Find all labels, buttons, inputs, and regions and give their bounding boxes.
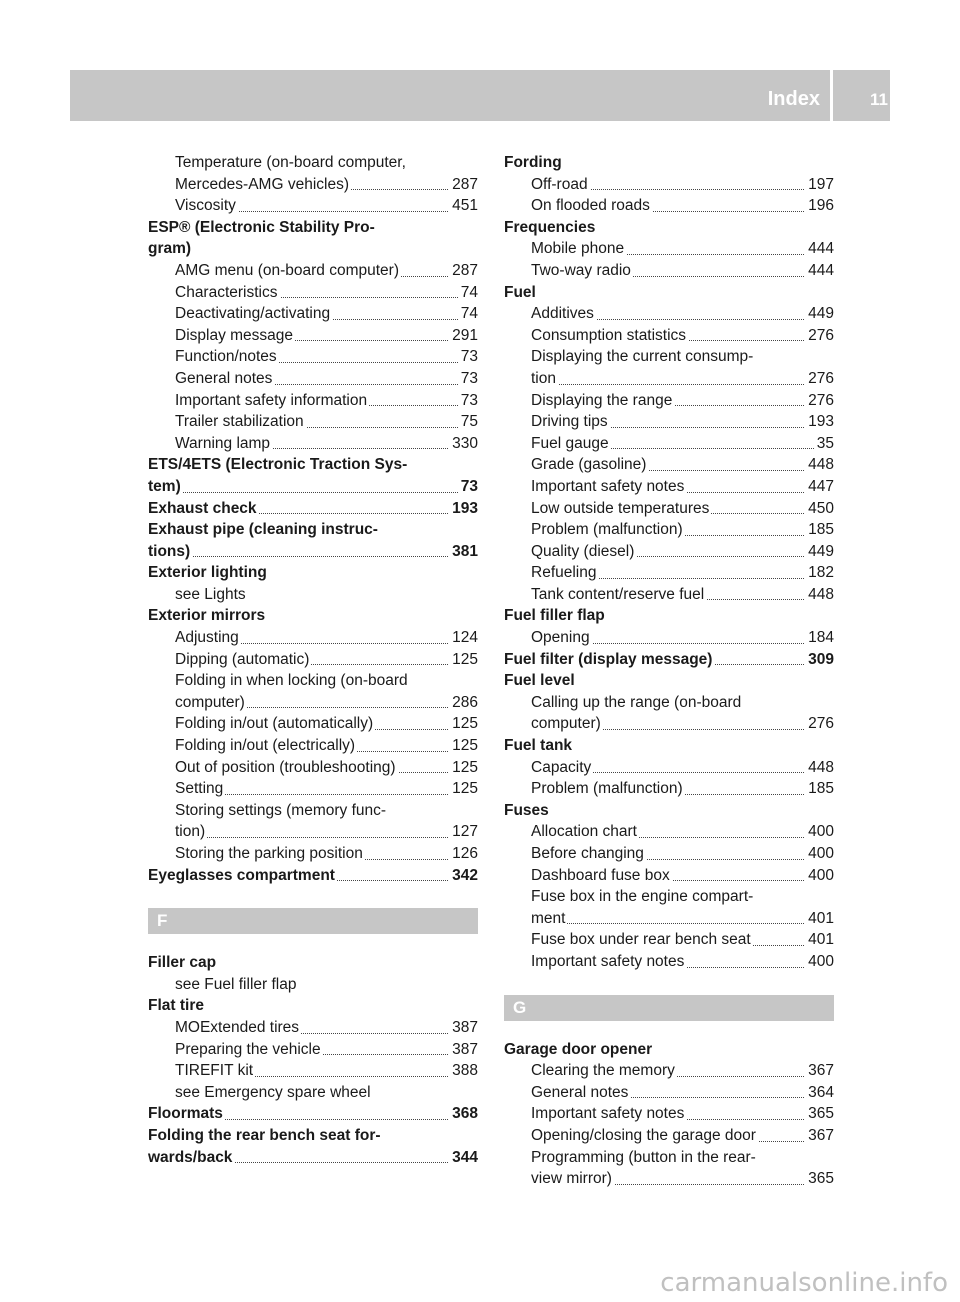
- index-subentry: [504, 757, 834, 779]
- index-subentry: [504, 843, 834, 865]
- entry-text: Displaying the current consump-: [531, 348, 754, 366]
- entry-page-number: 330: [449, 433, 478, 455]
- index-subentry: [504, 325, 834, 347]
- letter-section-header: [504, 995, 834, 1021]
- entry-text: Viscosity: [175, 197, 236, 215]
- index-subentry: [148, 757, 478, 779]
- entry-text: Out of position (troubleshooting): [175, 758, 396, 776]
- entry-text: Storing settings (memory func-: [175, 801, 387, 819]
- entry-text: tem): [148, 477, 181, 495]
- entry-text: Warning lamp: [175, 434, 271, 452]
- index-subentry: [148, 1039, 478, 1061]
- entry-page-number: 73: [458, 390, 478, 412]
- index-subentry: [504, 195, 834, 217]
- entry-text: Eyeglasses compartment: [148, 866, 335, 884]
- entry-text: tion): [175, 823, 206, 841]
- entry-text: Off-road: [531, 175, 588, 193]
- entry-text: Important safety notes: [531, 477, 685, 495]
- entry-text: Trailer stabilization: [175, 413, 304, 431]
- entry-page-number: 400: [805, 821, 834, 843]
- index-subentry: [504, 411, 834, 433]
- index-subentry: [148, 821, 478, 843]
- entry-page-number: 75: [458, 411, 478, 433]
- index-subentry: [504, 821, 834, 843]
- index-subentry: [148, 433, 478, 455]
- index-subentry: [148, 670, 478, 692]
- entry-page-number: 388: [449, 1060, 478, 1082]
- index-heading: [148, 476, 478, 498]
- index-subentry: [504, 390, 834, 412]
- entry-text: Fuel: [504, 283, 536, 301]
- entry-page-number: 35: [814, 433, 834, 455]
- entry-page-number: 276: [805, 390, 834, 412]
- entry-page-number: 309: [805, 649, 834, 671]
- entry-page-number: 184: [805, 627, 834, 649]
- index-subentry: [504, 1103, 834, 1125]
- entry-page-number: 196: [805, 195, 834, 217]
- entry-page-number: 365: [805, 1168, 834, 1190]
- index-subentry: [504, 519, 834, 541]
- index-subentry: [504, 692, 834, 714]
- index-heading: [148, 562, 478, 584]
- entry-text: MOExtended tires: [175, 1018, 300, 1036]
- entry-text: Folding the rear bench seat for-: [148, 1126, 381, 1144]
- entry-text: Fuses: [504, 801, 549, 819]
- index-subentry: [504, 1168, 834, 1190]
- entry-text: Exhaust check: [148, 499, 257, 517]
- index-subentry: [148, 735, 478, 757]
- entry-text: Programming (button in the rear-: [531, 1148, 756, 1166]
- entry-text: Exterior lighting: [148, 564, 267, 582]
- entry-page-number: 193: [805, 411, 834, 433]
- entry-text: Calling up the range (on-board: [531, 693, 742, 711]
- section-title: Index: [767, 88, 820, 110]
- index-subentry: [148, 627, 478, 649]
- entry-text: Clearing the memory: [531, 1062, 675, 1080]
- index-heading: [148, 865, 478, 887]
- index-subentry: [504, 562, 834, 584]
- entry-text: Allocation chart: [531, 823, 637, 841]
- entry-page-number: 365: [805, 1103, 834, 1125]
- entry-page-number: 74: [458, 303, 478, 325]
- entry-text: Driving tips: [531, 413, 608, 431]
- index-heading: [504, 649, 834, 671]
- entry-text: Folding in/out (automatically): [175, 715, 374, 733]
- entry-page-number: 276: [805, 368, 834, 390]
- entry-text: Fuel level: [504, 672, 575, 690]
- entry-text: tions): [148, 542, 191, 560]
- index-subentry: [148, 584, 478, 606]
- index-column-left: [148, 152, 478, 1168]
- entry-page-number: 401: [805, 908, 834, 930]
- entry-page-number: 447: [805, 476, 834, 498]
- index-subentry: [504, 541, 834, 563]
- entry-page-number: 364: [805, 1082, 834, 1104]
- entry-text: Important safety notes: [531, 952, 685, 970]
- index-subentry: [504, 929, 834, 951]
- entry-text: computer): [175, 693, 245, 711]
- letter-section-label: G: [513, 997, 527, 1017]
- entry-page-number: 344: [449, 1147, 478, 1169]
- entry-page-number: 401: [805, 929, 834, 951]
- index-subentry: [504, 303, 834, 325]
- entry-page-number: 400: [805, 843, 834, 865]
- entry-text: Filler cap: [148, 954, 217, 972]
- entry-text: Fuel filler flap: [504, 607, 605, 625]
- entry-text: Fuel tank: [504, 737, 573, 755]
- entry-page-number: 276: [805, 325, 834, 347]
- index-heading: [504, 152, 834, 174]
- index-subentry: [504, 627, 834, 649]
- entry-page-number: 185: [805, 778, 834, 800]
- entry-text: Exhaust pipe (cleaning instruc-: [148, 521, 378, 539]
- entry-page-number: 125: [449, 757, 478, 779]
- entry-text: On flooded roads: [531, 197, 650, 215]
- entry-text: Display message: [175, 326, 294, 344]
- entry-page-number: 381: [449, 541, 478, 563]
- entry-text: Fuel filter (display message): [504, 650, 713, 668]
- entry-page-number: 449: [805, 541, 834, 563]
- entry-text: ment: [531, 909, 566, 927]
- entry-text: Dipping (automatic): [175, 650, 310, 668]
- index-subentry: [148, 974, 478, 996]
- entry-page-number: 291: [449, 325, 478, 347]
- entry-text: Temperature (on-board computer,: [175, 154, 406, 171]
- entry-text: Adjusting: [175, 629, 239, 647]
- entry-text: computer): [531, 715, 601, 733]
- index-subentry: [148, 390, 478, 412]
- entry-text: Fuel gauge: [531, 434, 609, 452]
- index-heading: [148, 605, 478, 627]
- index-heading: [148, 1125, 478, 1147]
- entry-page-number: 387: [449, 1039, 478, 1061]
- entry-page-number: 73: [458, 346, 478, 368]
- index-subentry: [148, 800, 478, 822]
- index-subentry: [504, 346, 834, 368]
- entry-page-number: 444: [805, 238, 834, 260]
- index-subentry: [504, 454, 834, 476]
- entry-page-number: 448: [805, 584, 834, 606]
- entry-page-number: 368: [449, 1103, 478, 1125]
- entry-page-number: 400: [805, 951, 834, 973]
- index-subentry: [148, 692, 478, 714]
- entry-text: AMG menu (on-board computer): [175, 261, 399, 279]
- index-subentry: [504, 1060, 834, 1082]
- entry-text: General notes: [531, 1083, 629, 1101]
- entry-page-number: 125: [449, 713, 478, 735]
- entry-page-number: 400: [805, 865, 834, 887]
- index-subentry: [148, 713, 478, 735]
- entry-text: Important safety notes: [531, 1105, 685, 1123]
- entry-text: see Lights: [175, 585, 246, 603]
- entry-page-number: 74: [458, 282, 478, 304]
- entry-text: tion: [531, 369, 556, 387]
- index-subentry: [504, 886, 834, 908]
- letter-section-header: [148, 908, 478, 934]
- entry-page-number: 185: [805, 519, 834, 541]
- header-divider: [830, 70, 833, 121]
- letter-section-label: F: [157, 911, 168, 931]
- index-heading: [504, 605, 834, 627]
- index-heading: [504, 670, 834, 692]
- index-heading: [148, 1147, 478, 1169]
- entry-page-number: 182: [805, 562, 834, 584]
- index-subentry: [504, 951, 834, 973]
- entry-text: Fuse box in the engine compart-: [531, 888, 754, 906]
- entry-page-number: 449: [805, 303, 834, 325]
- entry-text: wards/back: [148, 1148, 233, 1166]
- entry-page-number: 276: [805, 713, 834, 735]
- entry-text: Low outside temperatures: [531, 499, 710, 517]
- index-subentry: [504, 174, 834, 196]
- entry-page-number: 444: [805, 260, 834, 282]
- entry-page-number: 73: [458, 368, 478, 390]
- index-subentry: [148, 325, 478, 347]
- entry-text: TIREFIT kit: [175, 1062, 254, 1080]
- entry-text: Characteristics: [175, 283, 278, 301]
- index-subentry: [504, 476, 834, 498]
- index-subentry: [504, 778, 834, 800]
- entry-text: Grade (gasoline): [531, 456, 647, 474]
- entry-text: Fording: [504, 154, 562, 171]
- entry-page-number: 193: [449, 498, 478, 520]
- index-column-right: [504, 152, 834, 1190]
- index-subentry: [148, 260, 478, 282]
- entry-text: Folding in/out (electrically): [175, 737, 356, 755]
- index-subentry: [504, 584, 834, 606]
- entry-page-number: 125: [449, 735, 478, 757]
- entry-page-number: 448: [805, 757, 834, 779]
- index-heading: [148, 1103, 478, 1125]
- index-heading: [504, 217, 834, 239]
- index-subentry: [148, 346, 478, 368]
- entry-text: Folding in when locking (on-board: [175, 672, 408, 690]
- entry-page-number: 124: [449, 627, 478, 649]
- entry-text: Two-way radio: [531, 261, 631, 279]
- entry-page-number: 286: [449, 692, 478, 714]
- index-subentry: [504, 1125, 834, 1147]
- entry-text: ESP® (Electronic Stability Pro-: [148, 218, 375, 236]
- index-subentry: [504, 498, 834, 520]
- entry-text: Capacity: [531, 758, 592, 776]
- index-subentry: [504, 908, 834, 930]
- entry-text: see Fuel filler flap: [175, 975, 297, 993]
- entry-text: gram): [148, 240, 192, 258]
- entry-page-number: 287: [449, 174, 478, 196]
- index-heading: [148, 519, 478, 541]
- entry-text: Tank content/reserve fuel: [531, 585, 705, 603]
- entry-page-number: 127: [449, 821, 478, 843]
- entry-page-number: 125: [449, 778, 478, 800]
- index-heading: [148, 952, 478, 974]
- entry-page-number: 73: [458, 476, 478, 498]
- entry-text: view mirror): [531, 1170, 612, 1188]
- entry-page-number: 451: [449, 195, 478, 217]
- entry-text: Deactivating/activating: [175, 305, 331, 323]
- entry-page-number: 287: [449, 260, 478, 282]
- entry-text: Opening/closing the garage door: [531, 1126, 756, 1144]
- index-subentry: [148, 1082, 478, 1104]
- index-subentry: [148, 368, 478, 390]
- entry-text: General notes: [175, 369, 273, 387]
- index-heading: [148, 541, 478, 563]
- entry-page-number: 342: [449, 865, 478, 887]
- entry-text: Function/notes: [175, 348, 277, 366]
- entry-page-number: 387: [449, 1017, 478, 1039]
- entry-text: Fuse box under rear bench seat: [531, 931, 751, 949]
- index-heading: [504, 282, 834, 304]
- entry-text: Opening: [531, 629, 590, 647]
- page-number: 11: [870, 90, 888, 109]
- index-subentry: [148, 303, 478, 325]
- entry-page-number: 450: [805, 498, 834, 520]
- entry-text: Storing the parking position: [175, 845, 363, 862]
- entry-page-number: 197: [805, 174, 834, 196]
- entry-text: Frequencies: [504, 218, 596, 236]
- entry-page-number: 448: [805, 454, 834, 476]
- entry-page-number: 126: [449, 843, 478, 865]
- watermark: carmanualsonline.info: [660, 1268, 948, 1298]
- entry-text: Exterior mirrors: [148, 607, 266, 625]
- entry-text: Consumption statistics: [531, 326, 687, 344]
- index-subentry: [504, 1082, 834, 1104]
- index-subentry: [148, 649, 478, 671]
- index-heading: [504, 1039, 834, 1061]
- index-subentry: [504, 368, 834, 390]
- index-subentry: [148, 1017, 478, 1039]
- entry-text: Problem (malfunction): [531, 780, 683, 798]
- index-subentry: [148, 843, 478, 865]
- index-subentry: [504, 433, 834, 455]
- entry-text: Displaying the range: [531, 391, 673, 409]
- index-subentry: [504, 865, 834, 887]
- entry-text: Garage door opener: [504, 1040, 653, 1058]
- entry-page-number: 367: [805, 1125, 834, 1147]
- entry-text: Dashboard fuse box: [531, 866, 670, 884]
- index-subentry: [148, 1060, 478, 1082]
- entry-page-number: 125: [449, 649, 478, 671]
- index-subentry: [504, 1147, 834, 1169]
- index-subentry: [148, 174, 478, 196]
- index-subentry: [504, 713, 834, 735]
- index-heading: [148, 498, 478, 520]
- index-heading: [148, 238, 478, 260]
- index-subentry: [148, 282, 478, 304]
- index-subentry: [148, 152, 478, 174]
- entry-text: Additives: [531, 305, 594, 323]
- entry-page-number: 367: [805, 1060, 834, 1082]
- entry-text: Quality (diesel): [531, 542, 635, 560]
- entry-text: Mobile phone: [531, 240, 625, 258]
- index-subentry: [148, 778, 478, 800]
- index-heading: [148, 454, 478, 476]
- index-heading: [148, 217, 478, 239]
- entry-text: Important safety information: [175, 391, 368, 409]
- entry-text: Problem (malfunction): [531, 521, 683, 539]
- index-subentry: [504, 260, 834, 282]
- entry-text: Mercedes-AMG vehicles): [175, 175, 349, 193]
- entry-text: Refueling: [531, 564, 597, 582]
- index-heading: [148, 995, 478, 1017]
- entry-text: ETS/4ETS (Electronic Traction Sys-: [148, 456, 408, 474]
- index-heading: [504, 800, 834, 822]
- index-subentry: [148, 195, 478, 217]
- entry-text: Setting: [175, 780, 224, 798]
- entry-text: Flat tire: [148, 997, 204, 1015]
- entry-text: Floormats: [148, 1105, 223, 1123]
- index-subentry: [148, 411, 478, 433]
- entry-text: see Emergency spare wheel: [175, 1083, 371, 1101]
- index-subentry: [504, 238, 834, 260]
- entry-text: Before changing: [531, 845, 644, 862]
- entry-text: Preparing the vehicle: [175, 1040, 321, 1058]
- index-heading: [504, 735, 834, 757]
